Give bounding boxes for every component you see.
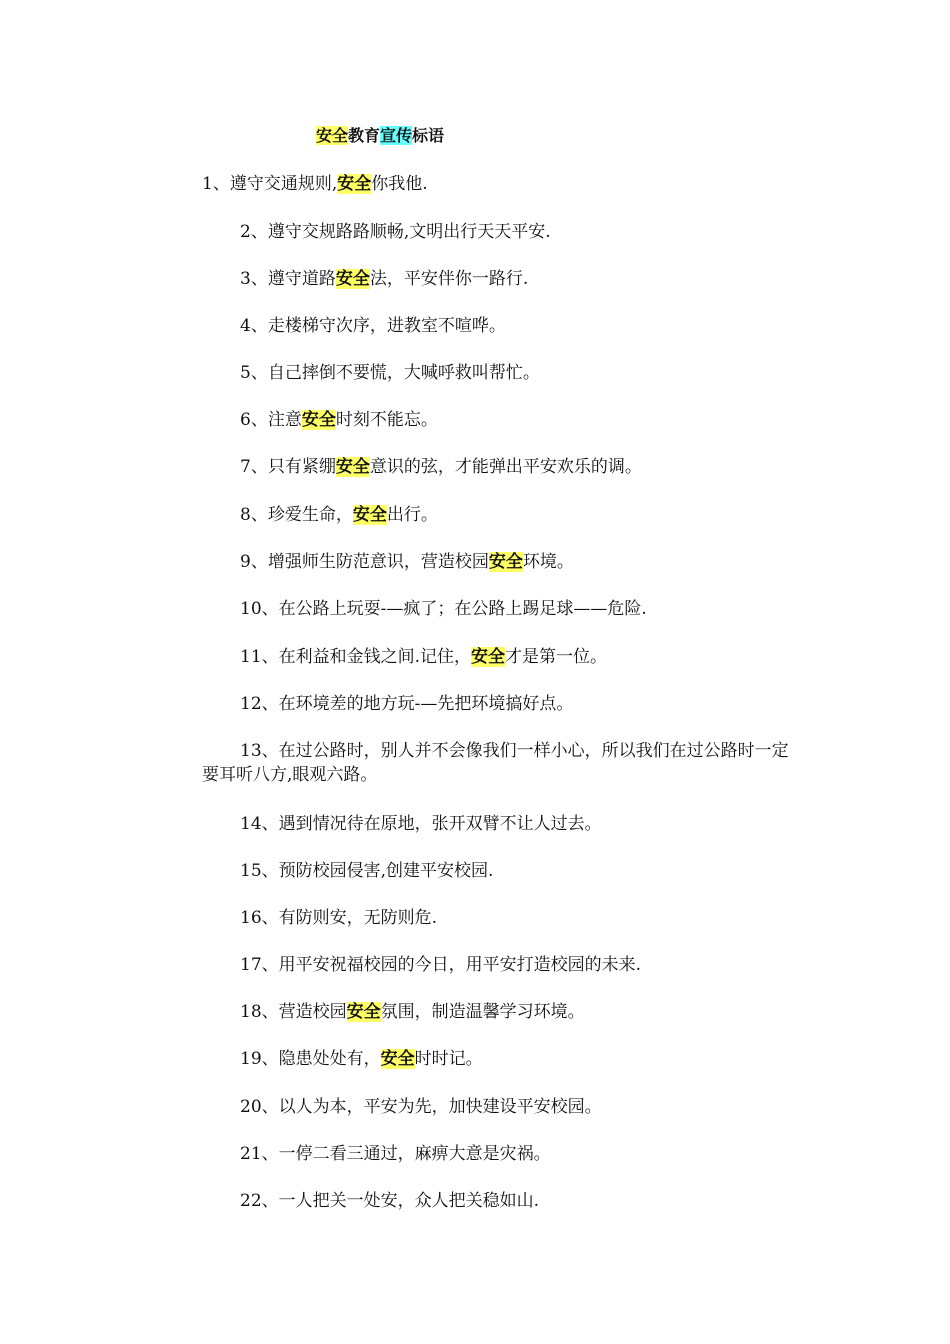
slogan-text: 3、遵守道路 — [240, 269, 336, 289]
slogan-15 — [240, 859, 493, 883]
slogan-11 — [240, 645, 607, 669]
slogan-16 — [240, 906, 437, 930]
keyword-highlight: 安全 — [337, 174, 372, 194]
slogan-text: 12、在环境差的地方玩-—先把环境搞好点。 — [240, 694, 574, 714]
slogan-5 — [240, 361, 540, 385]
keyword-highlight: 安全 — [380, 1049, 415, 1069]
slogan-text: 18、营造校园 — [240, 1002, 347, 1022]
slogan-text: 22、一人把关一处安，众人把关稳如山. — [240, 1191, 540, 1211]
keyword-highlight: 安全 — [346, 1002, 381, 1022]
slogan-21 — [240, 1142, 551, 1166]
keyword-highlight: 安全 — [335, 269, 370, 289]
page-title — [316, 124, 444, 148]
slogan-6 — [240, 408, 438, 432]
slogan-19 — [240, 1047, 483, 1071]
slogan-9 — [240, 550, 574, 574]
slogan-text: 13、在过公路时，别人并不会像我们一样小心，所以我们在过公路时一定要耳听八方,眼观六路。 — [202, 741, 789, 785]
slogan-text: 氛围，制造温馨学习环境。 — [380, 1002, 585, 1022]
slogan-text: 8、珍爱生命， — [240, 505, 353, 525]
slogan-text: 环境。 — [522, 552, 574, 572]
slogan-text: 20、以人为本，平安为先，加快建设平安校园。 — [240, 1097, 602, 1117]
keyword-highlight: 安全 — [301, 410, 336, 430]
slogan-2 — [240, 220, 551, 244]
slogan-14 — [240, 812, 602, 836]
slogan-20 — [240, 1095, 602, 1119]
slogan-text: 19、隐患处处有， — [240, 1049, 381, 1069]
slogan-3 — [240, 267, 528, 291]
slogan-text: 10、在公路上玩耍-—疯了；在公路上踢足球——危险. — [240, 599, 647, 619]
slogan-text: 17、用平安祝福校园的今日，用平安打造校园的未来. — [240, 955, 642, 975]
slogan-7 — [240, 455, 642, 479]
slogan-10 — [240, 597, 647, 621]
keyword-highlight: 安全 — [488, 552, 523, 572]
title-highlight-anquan: 安全 — [316, 126, 349, 145]
slogan-text: 16、有防则安，无防则危. — [240, 908, 438, 928]
slogan-text: 14、遇到情况待在原地，张开双臂不让人过去。 — [240, 814, 602, 834]
slogan-text: 15、预防校园侵害,创建平安校园. — [240, 861, 494, 881]
keyword-highlight: 安全 — [335, 457, 370, 477]
slogan-text: 法，平安伴你一路行. — [369, 269, 529, 289]
slogan-text: 5、自己摔倒不要慌，大喊呼救叫帮忙。 — [240, 363, 540, 383]
slogan-text: 时刻不能忘。 — [335, 410, 438, 430]
slogan-text: 4、走楼梯守次序，进教室不喧哗。 — [240, 316, 506, 336]
slogan-text: 1、遵守交通规则, — [202, 174, 338, 194]
slogan-17 — [240, 953, 641, 977]
slogan-text: 21、一停二看三通过，麻痹大意是灾祸。 — [240, 1144, 551, 1164]
slogan-text: 11、在利益和金钱之间.记住， — [240, 647, 472, 667]
slogan-18 — [240, 1000, 585, 1024]
slogan-4 — [240, 314, 506, 338]
slogan-text: 才是第一位。 — [505, 647, 608, 667]
slogan-text: 你我他. — [371, 174, 428, 194]
slogan-13 — [202, 739, 802, 787]
slogan-1 — [202, 172, 428, 196]
slogan-text: 意识的弦，才能弹出平安欢乐的调。 — [369, 457, 642, 477]
keyword-highlight: 安全 — [352, 505, 387, 525]
slogan-8 — [240, 503, 438, 527]
slogan-12 — [240, 692, 573, 716]
title-text-jiaoyu: 教育 — [348, 126, 381, 145]
slogan-text: 时时记。 — [414, 1049, 483, 1069]
slogan-text: 7、只有紧绷 — [240, 457, 336, 477]
title-highlight-xuanchuan: 宣传 — [380, 126, 413, 145]
slogan-text: 2、遵守交规路路顺畅,文明出行天天平安. — [240, 222, 551, 242]
slogan-text: 出行。 — [386, 505, 438, 525]
keyword-highlight: 安全 — [471, 647, 506, 667]
slogan-text: 9、增强师生防范意识，营造校园 — [240, 552, 489, 572]
slogan-22 — [240, 1189, 539, 1213]
title-text-biaoyu: 标语 — [412, 126, 445, 145]
slogan-text: 6、注意 — [240, 410, 302, 430]
